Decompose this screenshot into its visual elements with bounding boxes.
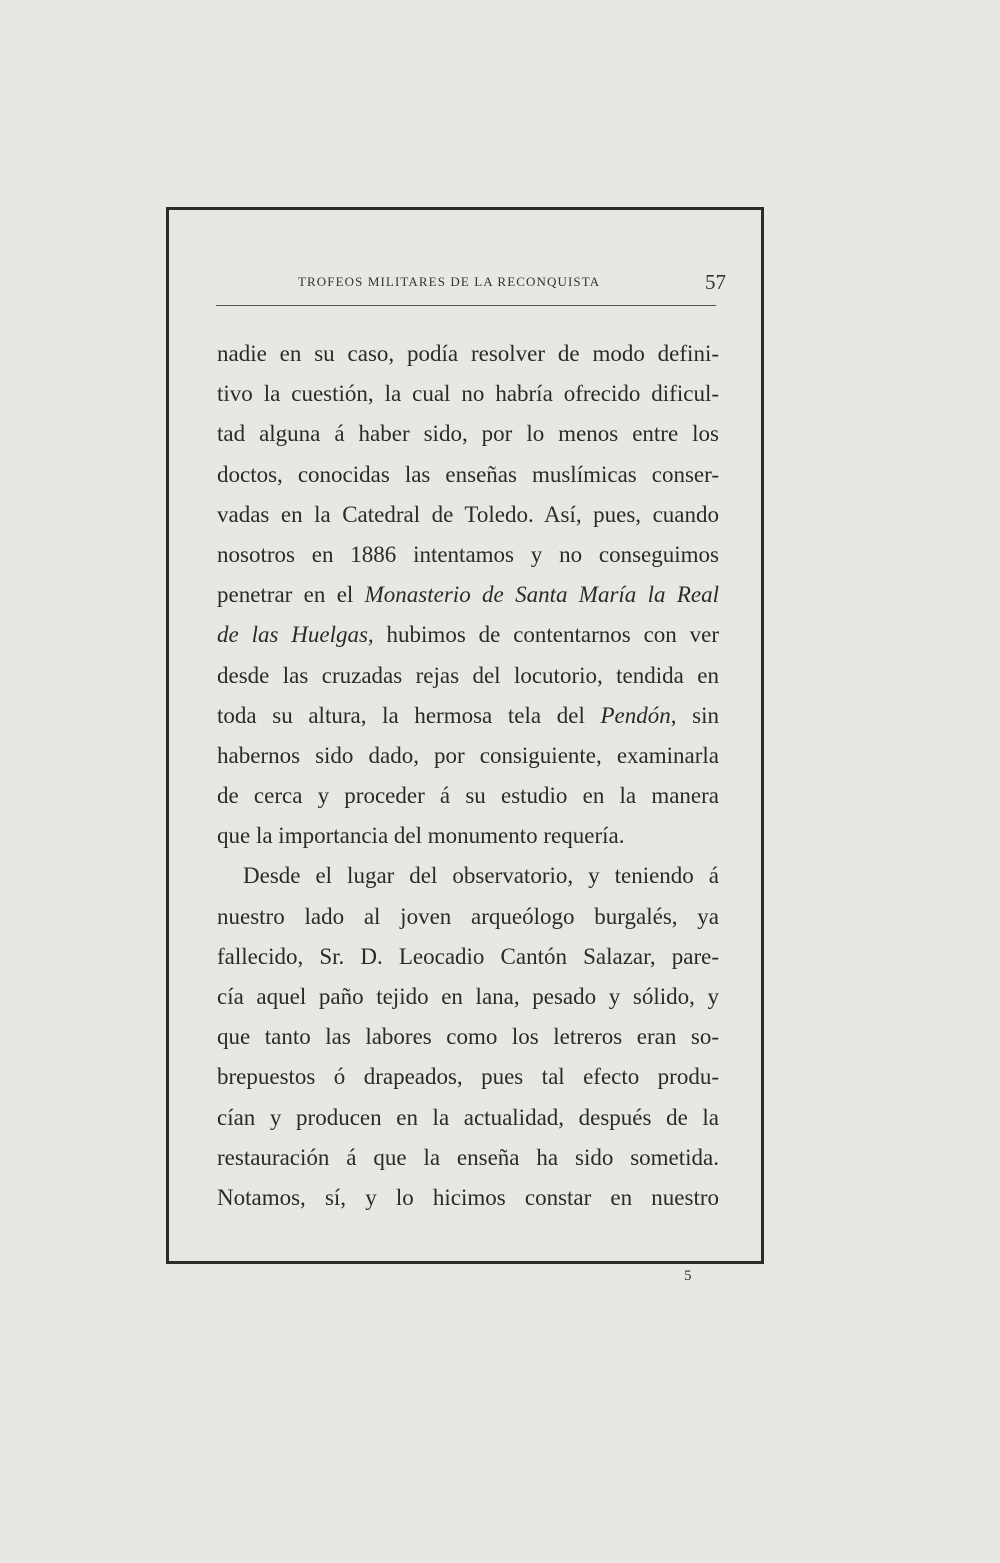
body-text [217,334,719,1218]
text-segment: tivo la cuestión, la cual no habría ofrecido dificul- [217,381,719,407]
text-segment: desde las cruzadas rejas del locutorio, tendida en [217,662,719,688]
text-line [217,736,719,776]
text-segment: cían y producen en la actualidad, después de la [217,1104,719,1130]
text-segment: nadie en su caso, podía resolver de modo defini- [217,341,719,366]
text-segment: de cerca y proceder á su estudio en la manera [217,783,719,809]
text-line [217,776,719,816]
text-segment: Desde el lugar del observatorio, y teniendo á [243,863,719,889]
text-line [217,977,719,1017]
text-segment: Notamos, sí, y lo hicimos constar en nuestro [217,1184,719,1210]
text-segment: brepuestos ó drapeados, pues tal efecto produ- [217,1064,719,1090]
text-segment: doctos, conocidas las enseñas muslímicas conser- [217,461,719,487]
running-title: TROFEOS MILITARES DE LA RECONQUISTA [298,274,601,289]
text-line [217,696,719,736]
text-segment: , sin [670,702,719,728]
text-line [217,374,719,414]
text-segment: cía aquel paño tejido en lana, pesado y sólido, y [217,984,719,1009]
text-line [217,656,719,696]
text-line [217,535,719,575]
text-segment: habernos sido dado, por consiguiente, examinarla [217,742,719,768]
text-segment: que la importancia del monumento requería. [217,823,625,849]
text-line [217,615,719,655]
italic-segment: Pendón [600,702,671,728]
text-line [217,414,719,454]
text-line [217,495,719,535]
header-rule [216,305,716,306]
text-segment: fallecido, Sr. D. Leocadio Cantón Salazar, pare- [217,943,719,969]
text-line [217,1098,719,1138]
text-line [217,816,719,856]
text-line [217,1138,719,1178]
text-line [217,334,719,374]
text-line [217,937,719,977]
text-segment: restauración á que la enseña ha sido sometida. [217,1144,719,1170]
text-segment: nosotros en 1886 intentamos y no conseguimos [217,541,719,567]
running-header [216,270,726,300]
text-line [217,455,719,495]
text-segment: hubimos de contentarnos con ver [373,622,719,648]
italic-segment: de las Huelgas, [217,622,374,648]
text-segment: tad alguna á haber sido, por lo menos entre los [217,421,719,447]
text-line [217,856,719,896]
text-line [217,1057,719,1097]
italic-segment: Monasterio de Santa María la Real [364,582,719,608]
text-segment: nuestro lado al joven arqueólogo burgalés, ya [217,903,719,929]
text-line [217,1017,719,1057]
signature-mark: 5 [684,1268,692,1284]
text-segment: penetrar en el [217,582,365,608]
text-segment: vadas en la Catedral de Toledo. Así, pues, cuando [217,501,719,527]
text-line [217,1178,719,1218]
page-number: 57 [705,270,726,294]
text-segment: que tanto las labores como los letreros eran so- [217,1024,719,1050]
text-segment: toda su altura, la hermosa tela del [217,702,601,728]
text-line [217,897,719,937]
text-line [217,575,719,615]
